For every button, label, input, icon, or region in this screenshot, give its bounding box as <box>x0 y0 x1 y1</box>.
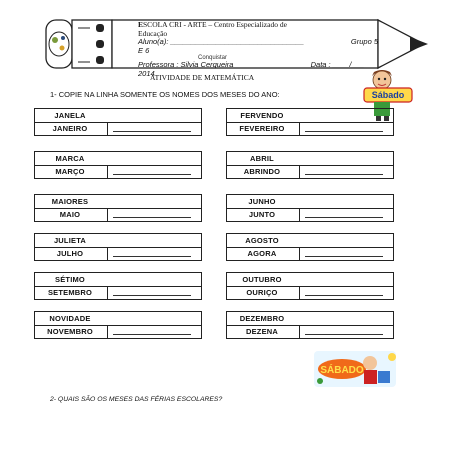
answer-line[interactable] <box>305 174 383 175</box>
word-distractor: NOVIDADE <box>49 314 91 323</box>
sticker-label: Sábado <box>371 90 405 100</box>
word-box-row <box>227 208 393 221</box>
answer-line[interactable] <box>305 295 383 296</box>
divider <box>299 208 300 221</box>
date-label: Data : ____/___ <box>310 60 364 70</box>
word-box-row <box>227 109 393 123</box>
school-name-cont: Educação <box>138 28 168 38</box>
grade-label: E 6 <box>138 45 150 55</box>
school-initial: E <box>138 20 144 29</box>
word-box-row <box>35 312 201 326</box>
word-distractor: ABRIL <box>250 154 274 163</box>
word-box <box>34 233 202 261</box>
word-month: JULHO <box>56 249 84 258</box>
divider <box>107 208 108 221</box>
saturday-banner-illustration <box>312 349 398 389</box>
divider <box>299 165 300 178</box>
word-box-row <box>35 286 201 299</box>
word-month: JANEIRO <box>52 124 88 133</box>
word-distractor: FERVENDO <box>240 111 284 120</box>
word-distractor: SÉTIMO <box>55 275 85 284</box>
small-caption: Conquistar <box>198 55 228 62</box>
divider <box>107 247 108 260</box>
word-box <box>226 233 394 261</box>
word-box-row <box>227 152 393 166</box>
teacher-label: Professora : Silvia Cerqueira <box>138 60 234 70</box>
answer-line[interactable] <box>305 256 383 257</box>
word-month: MAIO <box>59 210 81 219</box>
word-box-row <box>35 195 201 209</box>
page-title: ATIVIDADE DE MATEMÁTICA <box>150 73 255 82</box>
word-box-row <box>227 312 393 326</box>
word-distractor: MAIORES <box>51 197 89 206</box>
word-distractor: JULIETA <box>53 236 87 245</box>
answer-line[interactable] <box>305 334 383 335</box>
divider <box>107 122 108 135</box>
word-box-row <box>35 208 201 221</box>
word-box-row <box>35 109 201 123</box>
word-box-row <box>227 273 393 287</box>
word-month: FEVEREIRO <box>239 124 285 133</box>
word-month: AGORA <box>247 249 277 258</box>
answer-line[interactable] <box>305 217 383 218</box>
word-box-row <box>227 247 393 260</box>
school-header <box>138 21 378 79</box>
divider <box>299 247 300 260</box>
word-box <box>34 311 202 339</box>
divider <box>107 165 108 178</box>
divider <box>107 325 108 338</box>
word-month: MARÇO <box>55 167 85 176</box>
word-box-row <box>35 247 201 260</box>
word-box-row <box>35 273 201 287</box>
word-box-row <box>227 195 393 209</box>
word-box-row <box>227 325 393 338</box>
word-box <box>226 272 394 300</box>
word-distractor: JUNHO <box>248 197 276 206</box>
divider <box>299 325 300 338</box>
word-month: SETEMBRO <box>47 288 93 297</box>
word-box <box>34 151 202 179</box>
word-month: ABRINDO <box>243 167 281 176</box>
divider <box>107 286 108 299</box>
svg-text:SÁBADO: SÁBADO <box>320 365 364 376</box>
word-box <box>34 194 202 222</box>
word-box-row <box>35 325 201 338</box>
word-box-row <box>35 165 201 178</box>
question-2: 2- QUAIS SÃO OS MESES DAS FÉRIAS ESCOLARES? <box>50 396 223 403</box>
instruction-1: 1- COPIE NA LINHA SOMENTE OS NOMES DOS MESES DO ANO: <box>50 90 280 99</box>
word-distractor: MARCA <box>55 154 85 163</box>
word-box <box>226 194 394 222</box>
word-month: OURIÇO <box>246 288 278 297</box>
word-box <box>226 108 394 136</box>
word-box <box>34 108 202 136</box>
word-month: NOVEMBRO <box>47 327 93 336</box>
word-box-row <box>227 234 393 248</box>
word-box <box>226 151 394 179</box>
student-name-label: Aluno(a): ________________________________ <box>138 37 304 47</box>
word-month: JUNTO <box>248 210 276 219</box>
word-box <box>226 311 394 339</box>
group-label: Grupo 5 <box>350 37 378 47</box>
word-month: DEZENA <box>245 327 279 336</box>
word-distractor: OUTUBRO <box>242 275 282 284</box>
word-box-row <box>35 122 201 135</box>
answer-line[interactable] <box>113 217 191 218</box>
answer-line[interactable] <box>113 174 191 175</box>
word-box-row <box>227 122 393 135</box>
word-box-row <box>227 165 393 178</box>
word-box <box>34 272 202 300</box>
answer-line[interactable] <box>113 256 191 257</box>
divider <box>299 286 300 299</box>
answer-line[interactable] <box>113 131 191 132</box>
school-name: SCOLA CRI - ARTE – Centro Especializado de <box>143 20 287 29</box>
word-distractor: DEZEMBRO <box>239 314 285 323</box>
answer-line[interactable] <box>113 334 191 335</box>
answer-line[interactable] <box>113 295 191 296</box>
word-box-row <box>35 152 201 166</box>
answer-line[interactable] <box>305 131 383 132</box>
divider <box>299 122 300 135</box>
year-label: 2014 <box>138 68 155 78</box>
word-distractor: JANELA <box>54 111 86 120</box>
word-distractor: AGOSTO <box>245 236 279 245</box>
word-box-row <box>227 286 393 299</box>
word-box-row <box>35 234 201 248</box>
